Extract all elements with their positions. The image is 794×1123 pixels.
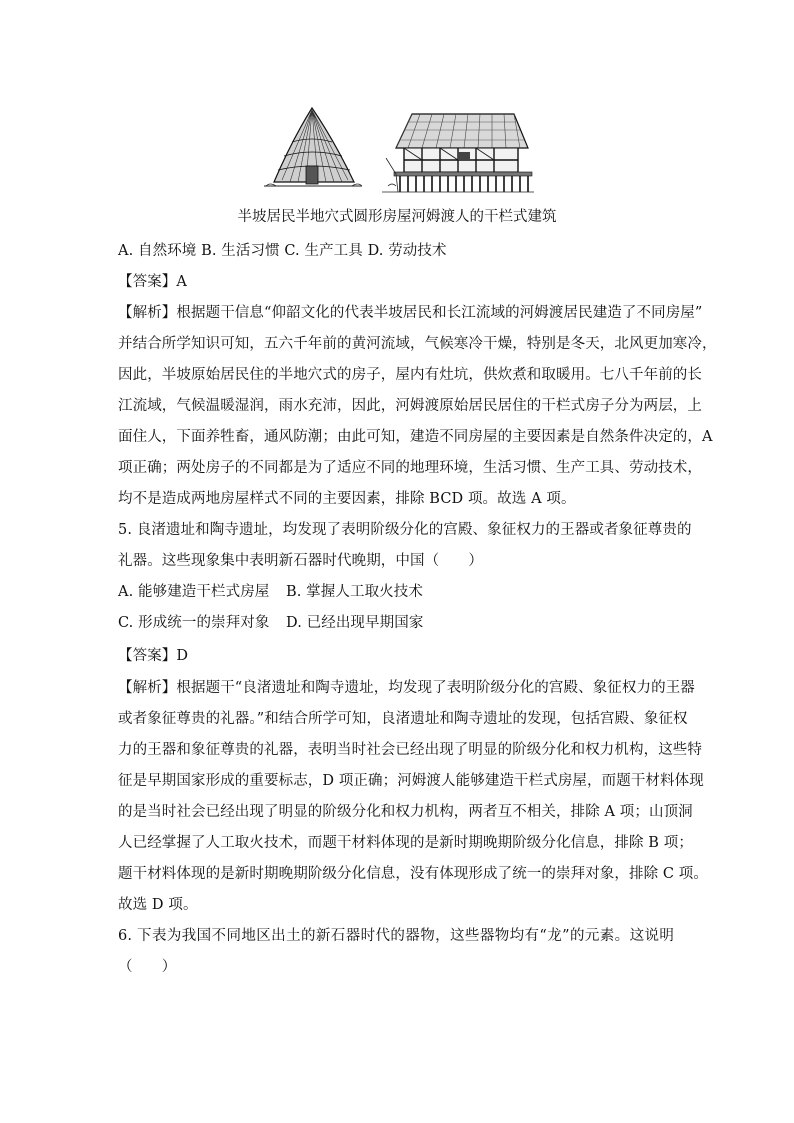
q4-analysis-line: 江流域，气候温暖湿润，雨水充沛，因此，河姆渡原始居民居住的干栏式房子分为两层，上 [118,398,702,414]
q4-analysis-line: 因此，半坡原始居民住的半地穴式的房子，屋内有灶坑，供炊煮和取暖用。七八千年前的长 [118,367,702,383]
q4-analysis-line: 【解析】根据题干信息“仰韶文化的代表半坡居民和长江流域的河姆渡居民建造了不同房屋” [118,305,703,321]
q5-analysis-line: 的是当时社会已经出现了明显的阶级分化和权力机构，两者互不相关，排除 A 项；山顶洞 [118,804,693,820]
q4-analysis-line: 面住人，下面养牲畜，通风防潮；由此可知，建造不同房屋的主要因素是自然条件决定的，A [118,429,713,445]
q5-options-row-1 [118,580,698,601]
q4-options: A. 自然环境 B. 生活习惯 C. 生产工具 D. 劳动技术 [118,243,447,259]
q4-answer: 【答案】A [118,274,187,290]
q4-analysis-line: 并结合所学知识可知，五六千年前的黄河流域，气候寒冷干燥，特别是冬天，北风更加寒冷， [118,336,717,352]
q5-option-a: A. 能够建造干栏式房屋 [118,584,270,600]
q5-analysis-line: 【解析】根据题干“良渚遗址和陶寺遗址，均发现了表明阶级分化的宫殿、象征权力的王器 [118,680,695,696]
q5-analysis-line: 题干材料体现的是新时期晚期阶级分化信息，没有体现形成了统一的崇拜对象，排除 C 项。 [118,866,709,882]
hemudu-stilt-house-drawing [382,114,534,192]
q5-options-row-2 [118,611,698,632]
q5-analysis-line: 力的王器和象征尊贵的礼器，表明当时社会已经出现了明显的阶级分化和权力机构，这些特 [118,742,702,758]
q5-analysis-line: 人已经掌握了人工取火技术，而题干材料体现的是新时期晚期阶级分化信息，排除 B 项； [118,835,693,851]
banpo-hut-drawing [266,108,362,186]
figure-caption: 半坡居民半地穴式圆形房屋河姆渡人的干栏式建筑 [237,209,557,225]
q5-analysis-line: 故选 D 项。 [118,897,198,913]
q5-analysis-line: 或者象征尊贵的礼器。”和结合所学可知，良渚遗址和陶寺遗址的发现，包括宫殿、象征权 [118,711,688,727]
q4-analysis-line: 项正确；两处房子的不同都是为了适应不同的地理环境，生活习惯、生产工具、劳动技术， [118,460,702,476]
q5-answer: 【答案】D [118,648,189,664]
q5-option-b: B. 掌握人工取火技术 [286,584,423,600]
q5-stem-line: 5. 良渚遗址和陶寺遗址，均发现了表明阶级分化的宫殿、象征权力的王器或者象征尊贵的 [118,522,692,538]
q4-analysis-line: 均不是造成两地房屋样式不同的主要因素，排除 BCD 项。故选 A 项。 [118,491,576,507]
q5-option-c: C. 形成统一的崇拜对象 [118,615,270,631]
q5-option-d: D. 已经出现早期国家 [286,615,424,631]
house-illustration [262,100,534,196]
q6-stem-line: 6. 下表为我国不同地区出土的新石器时代的器物，这些器物均有“龙”的元素。这说明 [118,928,674,944]
q5-analysis-line: 征是早期国家形成的重要标志，D 项正确；河姆渡人能够建造干栏式房屋，而题干材料体现 [118,773,704,789]
q5-stem-line: 礼器。这些现象集中表明新石器时代晚期，中国（ ） [118,553,483,569]
q6-stem-line: （ ） [118,959,177,975]
